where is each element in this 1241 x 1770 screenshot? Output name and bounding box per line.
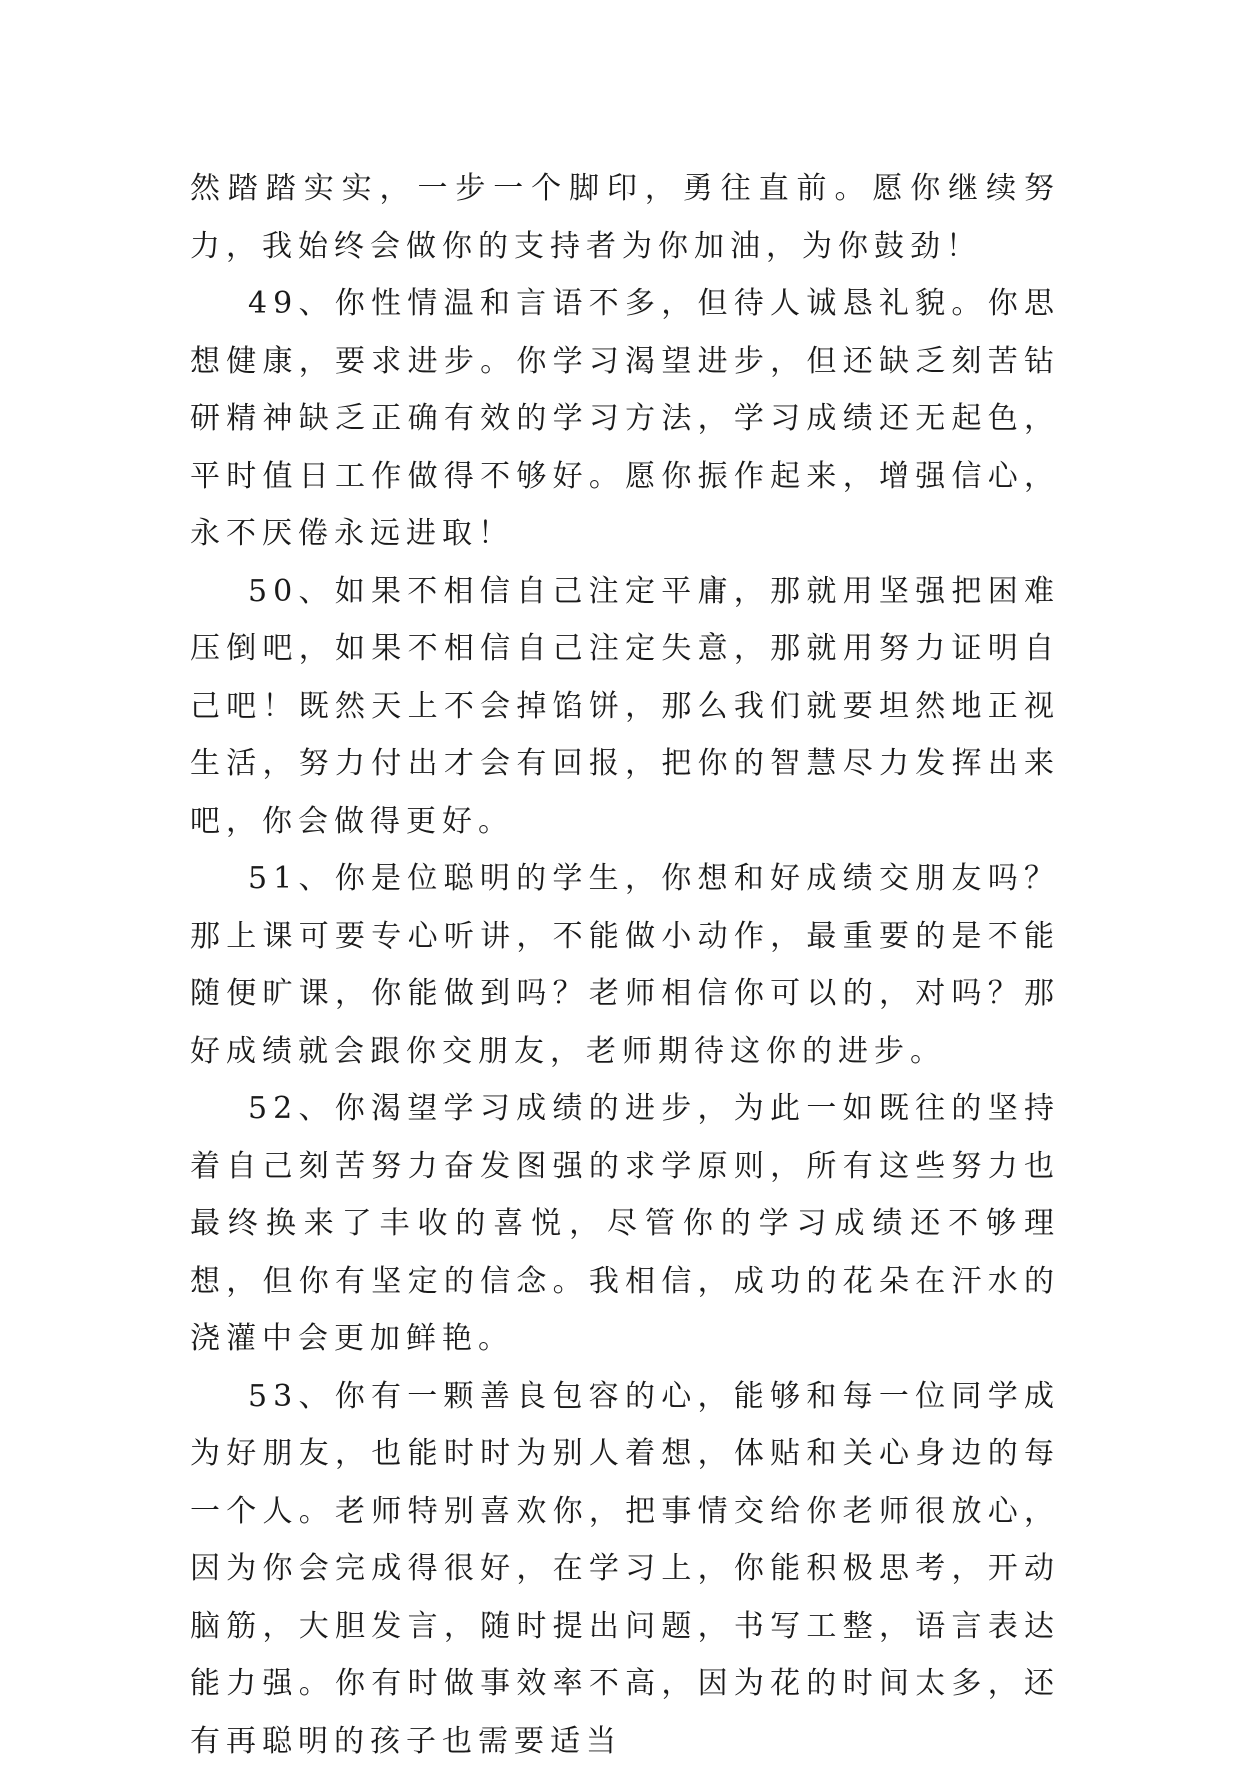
paragraph-49: 49、你性情温和言语不多，但待人诚恳礼貌。你思想健康，要求进步。你学习渴望进步，但还缺乏刻苦钻研精神缺乏正确有效的学习方法，学习成绩还无起色，平时值日工作做得不够好。愿你振作起来，增强信心，永不厌倦永远进取！ bbox=[190, 275, 1060, 563]
paragraph-51: 51、你是位聪明的学生，你想和好成绩交朋友吗？那上课可要专心听讲，不能做小动作，最重要的是不能随便旷课，你能做到吗？老师相信你可以的，对吗？那好成绩就会跟你交朋友，老师期待这你的进步。 bbox=[190, 850, 1060, 1080]
paragraph-52: 52、你渴望学习成绩的进步，为此一如既往的坚持着自己刻苦努力奋发图强的求学原则，所有这些努力也最终换来了丰收的喜悦，尽管你的学习成绩还不够理想，但你有坚定的信念。我相信，成功的花朵在汗水的浇灌中会更加鲜艳。 bbox=[190, 1080, 1060, 1368]
paragraph-53: 53、你有一颗善良包容的心，能够和每一位同学成为好朋友，也能时时为别人着想，体贴和关心身边的每一个人。老师特别喜欢你，把事情交给你老师很放心，因为你会完成得很好，在学习上，你能积极思考，开动脑筋，大胆发言，随时提出问题，书写工整，语言表达能力强。你有时做事效率不高，因为花的时间太多，还有再聪明的孩子也需要适当 bbox=[190, 1368, 1060, 1770]
paragraph-continuation: 然踏踏实实，一步一个脚印，勇往直前。愿你继续努力，我始终会做你的支持者为你加油，为你鼓劲！ bbox=[190, 160, 1060, 275]
document-body bbox=[190, 160, 1060, 1770]
paragraph-50: 50、如果不相信自己注定平庸，那就用坚强把困难压倒吧，如果不相信自己注定失意，那就用努力证明自己吧！既然天上不会掉馅饼，那么我们就要坦然地正视生活，努力付出才会有回报，把你的智慧尽力发挥出来吧，你会做得更好。 bbox=[190, 563, 1060, 851]
